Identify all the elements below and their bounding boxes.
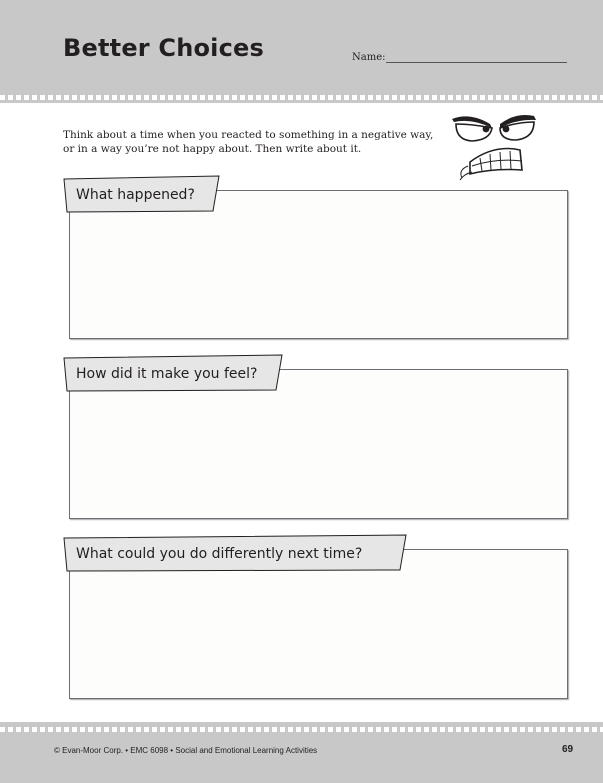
- page-number: 69: [562, 744, 574, 755]
- prompt-label: What could you do differently next time?: [76, 546, 363, 562]
- footer-dash-strip: [0, 724, 603, 735]
- angry-face-icon: [450, 110, 542, 186]
- prompt-tab-next-time: [63, 534, 408, 572]
- prompt-label: What happened?: [76, 187, 195, 203]
- header-dash-strip: [0, 92, 603, 103]
- prompt-tab-what-happened: [63, 175, 221, 213]
- instructions: Think about a time when you reacted to something in a negative way, or in a way you’re not happy about. Then write about it.: [63, 129, 434, 155]
- name-label: Name:: [352, 52, 386, 63]
- page-title: Better Choices: [63, 34, 264, 62]
- prompt-label: How did it make you feel?: [76, 366, 258, 382]
- name-field[interactable]: [386, 62, 567, 63]
- copyright-text: © Evan-Moor Corp. • EMC 6098 • Social and Emotional Learning Activities: [54, 746, 318, 755]
- prompt-tab-feelings: [63, 354, 284, 392]
